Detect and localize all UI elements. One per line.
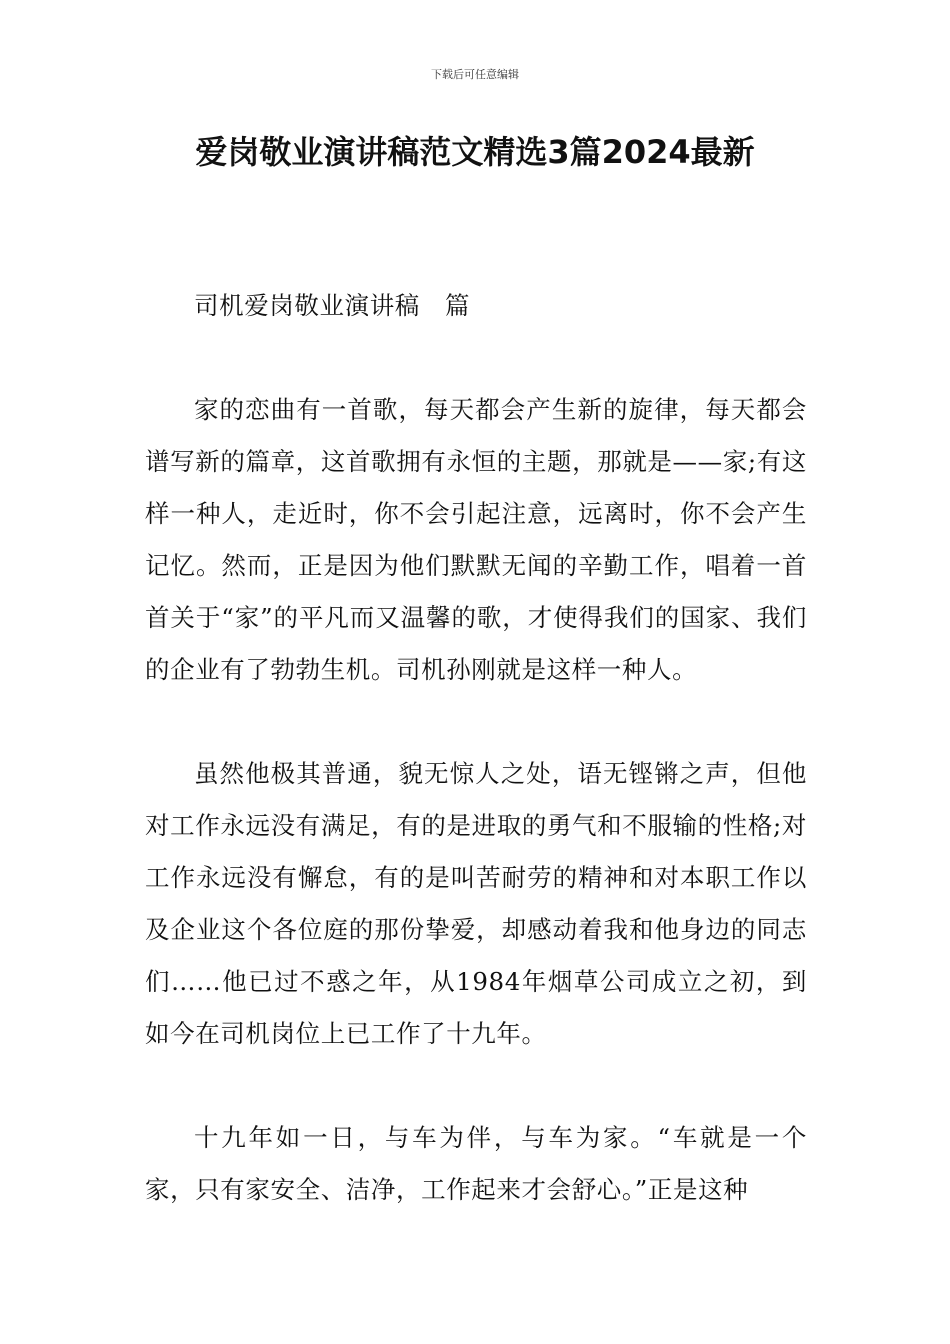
spacer [145, 696, 807, 748]
paragraph-3: 十九年如一日，与车为伴，与车为家。“车就是一个家，只有家安全、洁净，工作起来才会舒心。”正是这种 [145, 1123, 807, 1204]
header-note: 下载后可任意编辑 [431, 68, 519, 81]
document-title: 爱岗敬业演讲稿范文精选3篇2024最新 [195, 133, 755, 171]
paragraph-1: 家的恋曲有一首歌，每天都会产生新的旋律，每天都会谱写新的篇章，这首歌拥有永恒的主题，那就是——家;有这样一种人，走近时，你不会引起注意，远离时，你不会产生记忆。然而，正是因为他们默默无闻的辛勤工作，唱着一首首关于“家”的平凡而又温馨的歌，才使得我们的国家、我们的企业有了勃勃生机。司机孙刚就是这样一种人。 [145, 395, 807, 684]
document-body [145, 280, 807, 1216]
paragraph-2: 虽然他极其普通，貌无惊人之处，语无铿锵之声，但他对工作永远没有满足，有的是进取的勇气和不服输的性格;对工作永远没有懈怠，有的是叫苦耐劳的精神和对本职工作以及企业这个各位庭的那份挚爱，却感动着我和他身边的同志们……他已过不惑之年，从1984年烟草公司成立之初，到如今在司机岗位上已工作了十九年。 [145, 759, 807, 1048]
section-heading: 司机爱岗敬业演讲稿 篇 [194, 291, 471, 320]
spacer [145, 332, 807, 384]
spacer [145, 1060, 807, 1112]
